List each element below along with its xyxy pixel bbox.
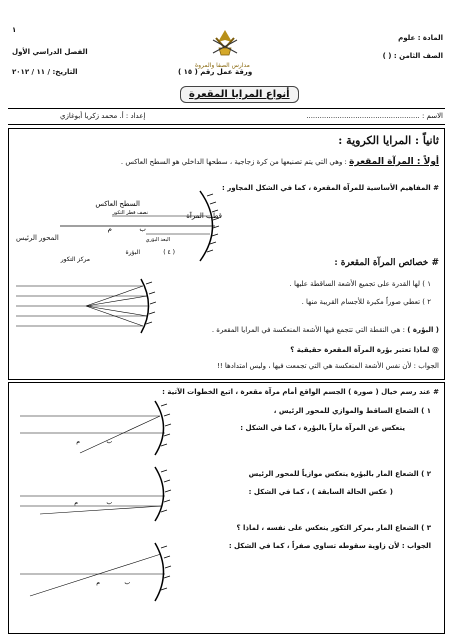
logo-text: مدارس الصفا والمروة bbox=[195, 62, 250, 69]
image-heading: # عند رسم خيال ( صورة ) الجسم الواقع أمام مرآة مقعرة ، اتبع الخطوات الآتية : bbox=[162, 388, 439, 396]
concave-text: : وهي التي يتم تصنيعها من كرة زجاجية ، سطحها الداخلي هو السطح العاكس . bbox=[120, 158, 347, 166]
ray-diagram-3 bbox=[20, 540, 180, 604]
why-question: @ لماذا تعتبر بؤرة المرآة المقعرة حقيقية ؟ bbox=[290, 346, 439, 354]
incident-rays bbox=[16, 286, 148, 326]
svg-text:ب: ب bbox=[106, 438, 112, 445]
grade-label: الصف الثامن : ( ) bbox=[382, 52, 443, 60]
svg-text:م: م bbox=[96, 579, 100, 586]
focus-definition bbox=[212, 326, 439, 334]
subject-label: المادة : علوم bbox=[398, 34, 443, 42]
principal-axis-label: المحور الرئيس bbox=[16, 234, 59, 242]
focus-def-label: ( البؤرة ) bbox=[407, 326, 439, 334]
property-2: ٢ ) تعطي صوراً مكبرة للأجسام القريبة منها . bbox=[301, 298, 431, 306]
semester-label: الفصل الدراسي الأول bbox=[12, 48, 88, 56]
rule-1a: ١ ) الشعاع الساقط والموازي للمحور الرئيس ، bbox=[273, 407, 431, 415]
why-answer: الجواب : لأن نفس الأشعة المنعكسة هي التي تجمعت فيها ، وليس امتدادها !! bbox=[217, 362, 439, 370]
focus-label: البؤرة bbox=[125, 249, 140, 256]
worksheet-number: ورقة عمل رقم ( ١٥ ) bbox=[178, 68, 253, 76]
mirror-pole-label: قطب المرآة bbox=[186, 212, 222, 220]
concave-definition bbox=[121, 157, 439, 167]
svg-text:م: م bbox=[76, 438, 80, 445]
section-heading: ثانياً : المرايا الكروية : bbox=[338, 134, 439, 147]
rule-2b: ( عكس الحالة السابقة ) ، كما في الشكل : bbox=[248, 488, 393, 496]
reflecting-surface-label: السطح العاكس bbox=[95, 200, 140, 208]
ray-diagram-2 bbox=[20, 464, 180, 524]
date-label: التاريخ: / ١١ / ٢٠١٢ bbox=[12, 68, 78, 76]
svg-text:م: م bbox=[74, 499, 78, 506]
focal-length-label: البعد البؤري bbox=[145, 237, 170, 243]
prepared-by: إعداد : أ. محمد زكريا أبوغازي bbox=[60, 112, 146, 120]
center-label: مركز التكور bbox=[60, 256, 90, 263]
ray-diagram-1 bbox=[20, 398, 180, 458]
page-title: أنواع المرايا المقعرة bbox=[180, 86, 299, 103]
concave-title: أولاً : المرآة المقعرة bbox=[349, 157, 439, 167]
properties-heading: # خصائص المرآة المقعرة : bbox=[334, 258, 439, 268]
rule-3b: الجواب : لأن زاوية سقوطه تساوي صفراً ، كما في الشكل : bbox=[228, 542, 431, 550]
rule-3a: ٣ ) الشعاع المار بمركز التكور ينعكس على نفسه ، لماذا ؟ bbox=[236, 524, 431, 532]
svg-text:ب: ب bbox=[124, 579, 130, 586]
rule-1b: ينعكس عن المرآة ماراً بالبؤرة ، كما في الشكل : bbox=[240, 424, 405, 432]
header-divider bbox=[8, 108, 445, 109]
converging-rays-diagram bbox=[16, 276, 156, 336]
student-name-field[interactable]: الاسم : ................................................... bbox=[306, 112, 443, 120]
focus-def-text: : هي النقطة التي تتجمع فيها الأشعة المنعكسة في المرايا المقعرة . bbox=[211, 326, 406, 334]
concave-mirror-diagram bbox=[50, 186, 280, 266]
center-letter: م bbox=[107, 225, 112, 233]
svg-text:ب: ب bbox=[106, 499, 112, 506]
concepts-question: # المفاهيم الأساسية للمرآة المقعرة ، كما في الشكل المجاور : bbox=[222, 184, 439, 192]
property-1: ١ ) لها القدرة على تجميع الأشعة الساقطة عليها . bbox=[289, 280, 431, 288]
page-number: ١ bbox=[12, 26, 17, 34]
header-divider-2 bbox=[8, 124, 445, 125]
num-4: ( ٤ ) bbox=[163, 249, 175, 256]
rule-2a: ٢ ) الشعاع المار بالبؤرة ينعكس موازياً للمحور الرئيس bbox=[248, 470, 431, 478]
radius-label: نصف قطر التكور bbox=[112, 210, 148, 216]
focus-letter: ب bbox=[139, 225, 146, 233]
school-logo bbox=[200, 28, 250, 64]
